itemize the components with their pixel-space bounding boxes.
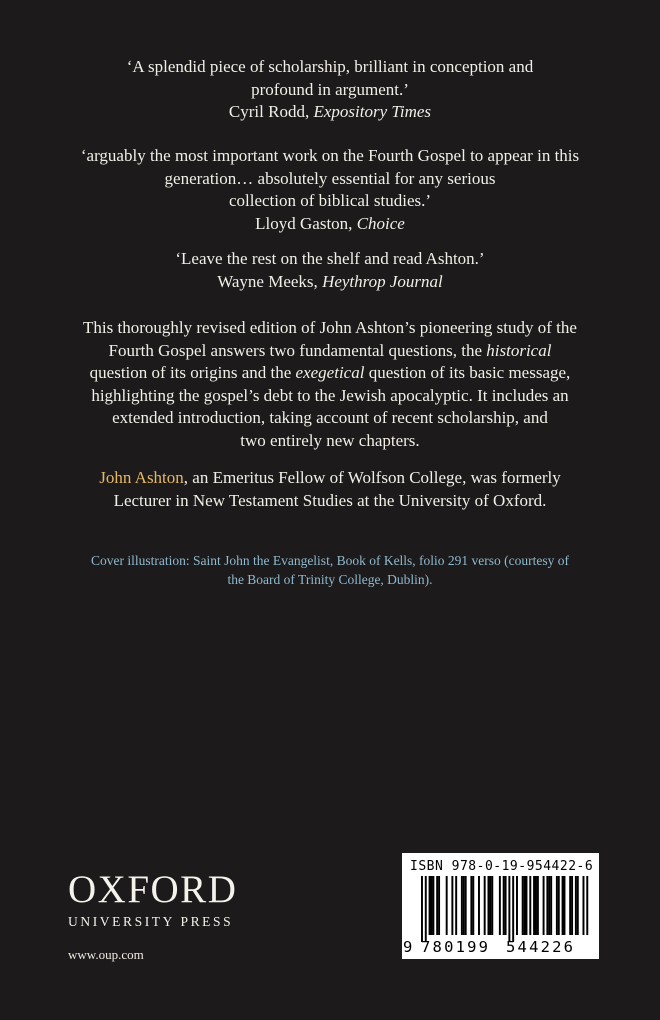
barcode-bar bbox=[522, 876, 524, 935]
barcode-bar bbox=[499, 876, 501, 935]
barcode-guard-bar bbox=[512, 876, 514, 942]
barcode-bar bbox=[564, 876, 566, 935]
barcode-bar bbox=[562, 876, 564, 935]
barcode-bar bbox=[431, 876, 433, 935]
barcode-bar bbox=[491, 876, 493, 935]
barcode-bar bbox=[451, 876, 453, 935]
barcode-bar bbox=[533, 876, 535, 935]
barcode-bar bbox=[524, 876, 526, 935]
reviewer-name: Lloyd Gaston, bbox=[255, 213, 357, 233]
description-text: Fourth Gospel answers two fundamental questions, the bbox=[108, 340, 487, 360]
barcode-bars bbox=[411, 876, 591, 942]
author-name: John Ashton bbox=[99, 468, 184, 487]
barcode-bar bbox=[583, 876, 585, 935]
description-emphasis: historical bbox=[486, 340, 552, 360]
barcode-guard-bar bbox=[421, 876, 423, 942]
barcode-bar bbox=[478, 876, 480, 935]
barcode-bar bbox=[548, 876, 550, 935]
barcode-bar bbox=[505, 876, 507, 935]
barcode-bar bbox=[429, 876, 431, 935]
barcode-bar bbox=[569, 876, 571, 935]
publisher-logo bbox=[68, 870, 237, 930]
barcode-digit-first: 9 bbox=[403, 938, 413, 956]
barcode-digits-left: 780199 bbox=[421, 938, 491, 956]
book-description bbox=[40, 317, 620, 452]
barcode-bar bbox=[535, 876, 537, 935]
credit-line: the Board of Trinity College, Dublin). bbox=[227, 572, 433, 587]
barcode-bar bbox=[577, 876, 579, 935]
description-line: This thoroughly revised edition of John Ashton’s pioneering study of the bbox=[83, 318, 577, 337]
barcode-bar bbox=[488, 876, 490, 935]
barcode-bar bbox=[438, 876, 440, 935]
description-text: question of its origins and the bbox=[89, 363, 296, 382]
description-line bbox=[40, 340, 620, 363]
barcode-guard-bar bbox=[425, 876, 427, 942]
quote-line: collection of biblical studies.’ bbox=[228, 191, 432, 210]
description-emphasis: exegetical bbox=[295, 363, 365, 382]
reviewer-name: Wayne Meeks, bbox=[217, 271, 323, 291]
barcode-bar bbox=[556, 876, 558, 935]
author-bio-text: , an Emeritus Fellow of Wolfson College, was formerly bbox=[183, 468, 561, 487]
author-bio bbox=[40, 467, 620, 512]
quote-attribution bbox=[0, 101, 660, 124]
quote-line: generation… absolutely essential for any serious bbox=[164, 168, 496, 188]
barcode-bar bbox=[446, 876, 448, 935]
barcode-bar bbox=[472, 876, 474, 935]
barcode-bar bbox=[558, 876, 560, 935]
barcode-bar bbox=[586, 876, 588, 935]
barcode-bar bbox=[461, 876, 463, 935]
barcode-bar bbox=[436, 876, 438, 935]
barcode-bar bbox=[470, 876, 472, 935]
barcode-bar bbox=[537, 876, 539, 935]
publisher-url: www.oup.com bbox=[68, 947, 144, 962]
quote-attribution bbox=[0, 213, 660, 236]
description-line bbox=[40, 362, 620, 385]
barcode-bar bbox=[465, 876, 467, 935]
review-source: Choice bbox=[356, 213, 405, 233]
isbn-label: ISBN 978-0-19-954422-6 bbox=[410, 859, 594, 874]
reviewer-name: Cyril Rodd, bbox=[228, 102, 314, 121]
author-bio-line bbox=[40, 467, 620, 490]
description-line: two entirely new chapters. bbox=[240, 430, 420, 450]
barcode-bar bbox=[575, 876, 577, 935]
barcode-bar bbox=[529, 876, 531, 935]
isbn-barcode bbox=[402, 853, 599, 959]
publisher-name: OXFORD bbox=[68, 868, 238, 911]
barcode-bar bbox=[526, 876, 528, 935]
barcode-bar bbox=[516, 876, 518, 935]
review-quote-1 bbox=[0, 56, 660, 124]
quote-line: ‘A splendid piece of scholarship, brilliant in conception and bbox=[126, 57, 534, 76]
quote-line: ‘arguably the most important work on the Fourth Gospel to appear in this bbox=[80, 146, 580, 165]
description-line: highlighting the gospel’s debt to the Jewish apocalyptic. It includes an bbox=[91, 385, 569, 405]
publisher-subname: UNIVERSITY PRESS bbox=[68, 914, 234, 929]
description-text: question of its basic message, bbox=[364, 363, 571, 382]
barcode-bar bbox=[489, 876, 491, 935]
author-bio-line: Lecturer in New Testament Studies at the University of Oxford. bbox=[113, 490, 547, 510]
barcode-bar bbox=[463, 876, 465, 935]
quote-line: profound in argument.’ bbox=[251, 79, 409, 99]
description-line: extended introduction, taking account of recent scholarship, and bbox=[112, 408, 548, 427]
cover-illustration-credit bbox=[40, 551, 620, 589]
review-quote-2 bbox=[0, 145, 660, 235]
barcode-bar bbox=[455, 876, 457, 935]
review-quote-3 bbox=[0, 248, 660, 293]
quote-attribution bbox=[0, 271, 660, 294]
barcode-bar bbox=[484, 876, 486, 935]
quote-line: ‘Leave the rest on the shelf and read Ashton.’ bbox=[175, 249, 485, 268]
credit-line: Cover illustration: Saint John the Evangelist, Book of Kells, folio 291 verso (courtesy of bbox=[90, 553, 570, 568]
barcode-bar bbox=[546, 876, 548, 935]
barcode-bar bbox=[503, 876, 505, 935]
barcode-digits-right: 544226 bbox=[506, 938, 576, 956]
review-source: Heythrop Journal bbox=[322, 271, 443, 291]
barcode-bar bbox=[550, 876, 552, 935]
barcode-bar bbox=[543, 876, 545, 935]
barcode-guard-bar bbox=[508, 876, 510, 942]
barcode-bar bbox=[432, 876, 434, 935]
barcode-bar bbox=[571, 876, 573, 935]
review-source: Expository Times bbox=[313, 102, 432, 121]
